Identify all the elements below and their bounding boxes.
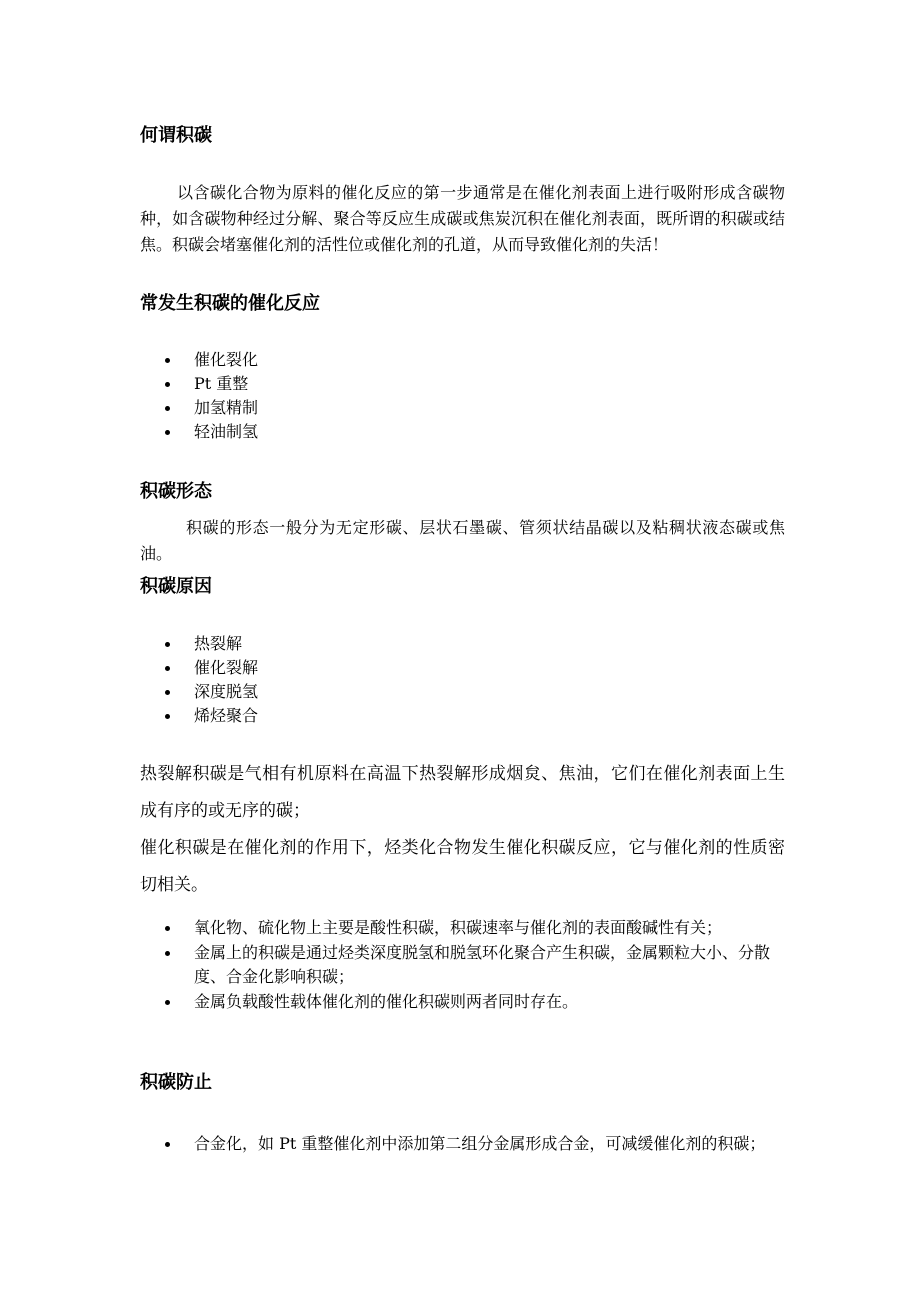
bullet-icon: [165, 690, 170, 695]
paragraph-definition: 以含碳化合物为原料的催化反应的第一步通常是在催化剂表面上进行吸附形成含碳物种，如含碳物种经过分解、聚合等反应生成碳或焦炭沉积在催化剂表面，既所谓的积碳或结焦。积碳会堵塞催化剂的活性位或催化剂的孔道，从而导致催化剂的失活！: [140, 183, 785, 254]
list-item: 催化裂解: [140, 656, 785, 680]
heading-prevention: 积碳防止: [140, 1072, 212, 1093]
list-item: 金属上的积碳是通过烃类深度脱氢和脱氢环化聚合产生积碳，金属颗粒大小、分散度、合金化影响积碳；: [140, 941, 785, 990]
list-item: 加氢精制: [140, 396, 785, 420]
bullet-icon: [165, 382, 170, 387]
list-item: 合金化，如 Pt 重整催化剂中添加第二组分金属形成合金，可减缓催化剂的积碳；: [140, 1132, 785, 1157]
paragraph-catalytic-coking: 催化积碳是在催化剂的作用下，烃类化合物发生催化积碳反应，它与催化剂的性质密切相关。: [140, 838, 785, 895]
paragraph-forms: 积碳的形态一般分为无定形碳、层状石墨碳、管须状结晶碳以及粘稠状液态碳或焦油。: [140, 518, 785, 563]
heading-causes: 积碳原因: [140, 576, 212, 597]
list-item: 催化裂化: [140, 348, 785, 372]
bullet-icon: [165, 951, 170, 956]
list-prevention: [140, 1132, 785, 1157]
list-causes: [140, 632, 785, 728]
list-item: Pt 重整: [140, 372, 785, 396]
paragraph-thermal-coking: 热裂解积碳是气相有机原料在高温下热裂解形成烟炱、焦油，它们在催化剂表面上生成有序的或无序的碳；: [140, 764, 785, 821]
bullet-icon: [165, 714, 170, 719]
bullet-icon: [165, 666, 170, 671]
heading-definition: 何谓积碳: [140, 125, 212, 146]
bullet-icon: [165, 358, 170, 363]
list-item: 深度脱氢: [140, 680, 785, 704]
bullet-icon: [165, 406, 170, 411]
list-item: 金属负载酸性载体催化剂的催化积碳则两者同时存在。: [140, 990, 785, 1015]
list-item: 轻油制氢: [140, 420, 785, 444]
list-item: 氧化物、硫化物上主要是酸性积碳，积碳速率与催化剂的表面酸碱性有关；: [140, 916, 785, 941]
bullet-icon: [165, 1142, 170, 1147]
list-item: 烯烃聚合: [140, 704, 785, 728]
bullet-icon: [165, 1000, 170, 1005]
heading-forms: 积碳形态: [140, 481, 212, 502]
heading-reactions: 常发生积碳的催化反应: [140, 293, 320, 314]
bullet-icon: [165, 642, 170, 647]
bullet-icon: [165, 926, 170, 931]
list-coking-details: [140, 916, 785, 1014]
bullet-icon: [165, 430, 170, 435]
list-reactions: [140, 348, 785, 444]
list-item: 热裂解: [140, 632, 785, 656]
